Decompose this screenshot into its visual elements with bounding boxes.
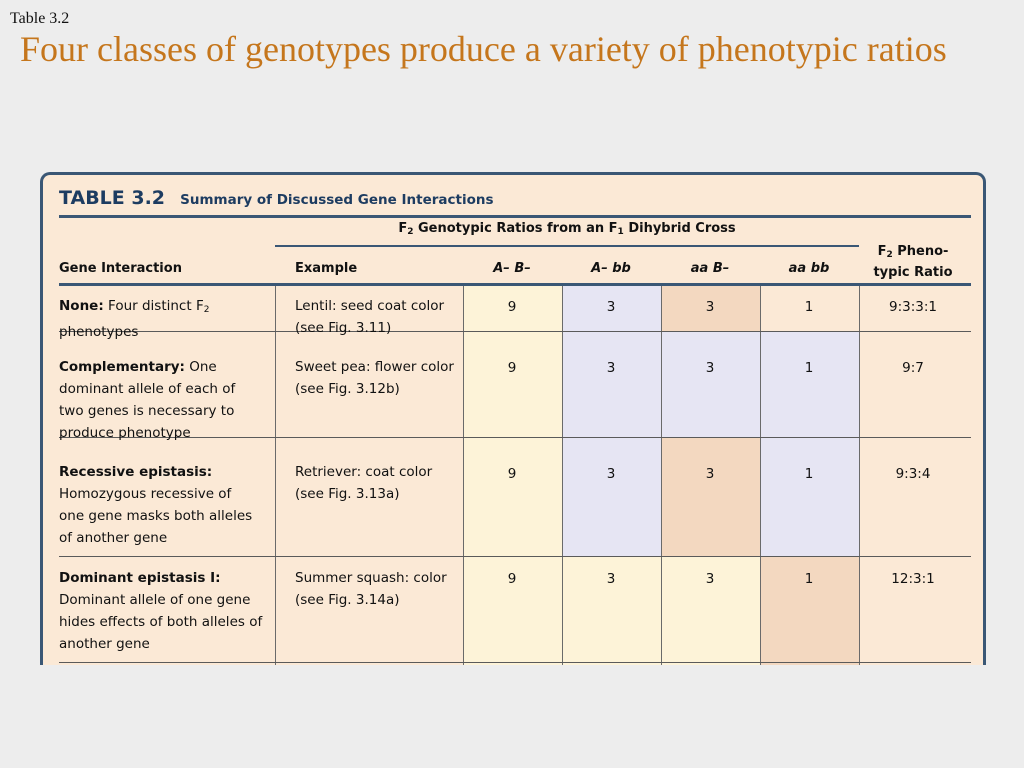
col-head-interaction: Gene Interaction <box>59 261 182 276</box>
vline-1 <box>275 286 276 665</box>
col-head-ratio: $F_2$ Pheno- typic Ratio <box>873 244 953 280</box>
group-header: $F_2$ Genotypic Ratios from an $F_1$ Dihybrid Cross <box>398 221 736 237</box>
row1-interaction: None: Four distinct $F_2$ phenotypes <box>59 298 210 340</box>
group-rule <box>275 245 859 247</box>
row3-example: Retriever: coat color (see Fig. 3.13a) <box>295 464 433 502</box>
row3-interaction: Recessive epistasis: Homozygous recessive of one gene masks both alleles of another gene <box>59 464 253 546</box>
row1-value-3: 3 <box>705 299 715 315</box>
row2-value-3: 3 <box>705 360 715 376</box>
slide-title: Four classes of genotypes produce a variety of phenotypic ratios <box>20 29 947 69</box>
row1-example: Lentil: seed coat color (see Fig. 3.11) <box>295 298 445 336</box>
row4-value-2: 3 <box>606 571 616 587</box>
row3-value-4: 1 <box>804 466 814 482</box>
row2-value-4: 1 <box>804 360 814 376</box>
slide-label: Table 3.2 <box>10 10 70 27</box>
row3-value-2: 3 <box>606 466 616 482</box>
row4-interaction: Dominant epistasis I: Dominant allele of one gene hides effects of both alleles of another gene <box>59 570 263 652</box>
row3-value-1: 9 <box>507 466 517 482</box>
vline-6 <box>859 286 860 665</box>
row1-value-1: 9 <box>507 299 517 315</box>
col-head-genotype-2: A– bb <box>591 261 631 276</box>
row2-ratio: 9:7 <box>902 360 924 376</box>
col-head-genotype-1: A– B– <box>493 261 531 276</box>
row2-value-1: 9 <box>507 360 517 376</box>
row2-interaction: Complementary: One dominant allele of each of two genes is necessary to produce phenotype <box>59 359 236 441</box>
row4-ratio: 12:3:1 <box>891 571 935 587</box>
row4-example: Summer squash: color (see Fig. 3.14a) <box>295 570 447 608</box>
row3-value-3: 3 <box>705 466 715 482</box>
row-rule-3 <box>59 556 971 557</box>
row1-value-2: 3 <box>606 299 616 315</box>
col-head-genotype-3: aa B– <box>690 261 730 276</box>
col-head-example: Example <box>295 261 358 276</box>
row2-example: Sweet pea: flower color (see Fig. 3.12b) <box>295 359 454 397</box>
heading-rule <box>59 215 971 218</box>
table-caption: Summary of Discussed Gene Interactions <box>180 192 494 208</box>
row3-ratio: 9:3:4 <box>895 466 931 482</box>
band-col2 <box>562 286 661 556</box>
row1-value-4: 1 <box>804 299 814 315</box>
row-rule-4 <box>59 662 971 663</box>
row2-value-2: 3 <box>606 360 616 376</box>
row1-ratio: 9:3:3:1 <box>888 299 937 315</box>
band-col3-r2 <box>661 331 760 437</box>
table-number: TABLE 3.2 <box>59 187 166 209</box>
row4-value-1: 9 <box>507 571 517 587</box>
band-col3-r3 <box>661 437 760 556</box>
row4-value-4: 1 <box>804 571 814 587</box>
table-heading <box>59 187 494 209</box>
col-head-genotype-4: aa bb <box>788 261 830 276</box>
gene-interaction-table <box>40 172 986 665</box>
row4-value-3: 3 <box>705 571 715 587</box>
